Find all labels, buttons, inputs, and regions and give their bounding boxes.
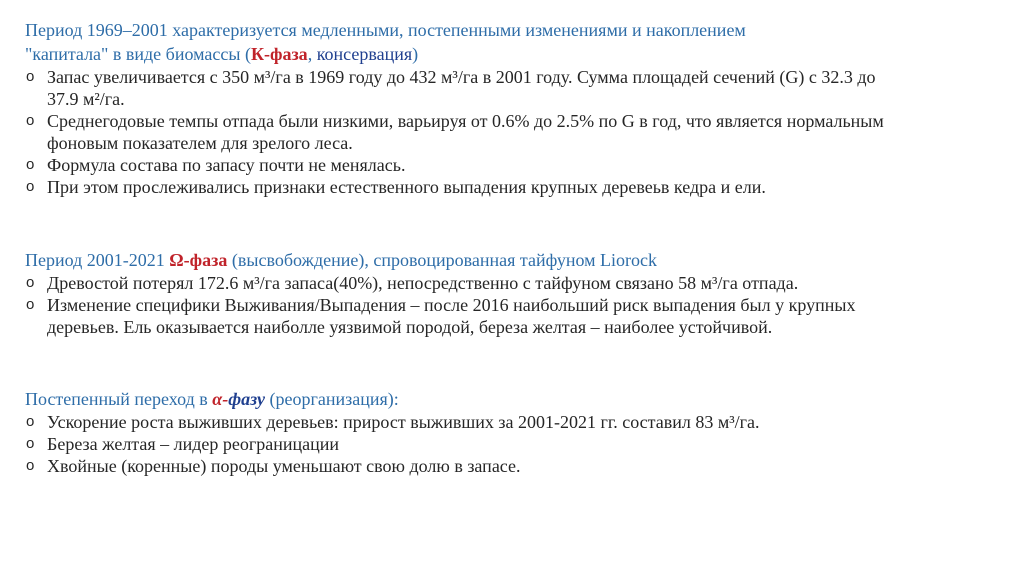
bullet-text: Древостой потерял 172.6 м³/га запаса(40%), непосредственно с тайфуном связано 58 м³/га отпада. [47, 273, 799, 293]
heading-separator: , [307, 44, 317, 64]
list-item [25, 110, 1005, 154]
heading-prefix: Постепенный переход в [25, 389, 213, 409]
list-item [25, 66, 1005, 110]
list-item [25, 433, 1005, 455]
section-heading-omega-phase [25, 248, 1005, 272]
omega-phase-label: Ω-фаза [169, 250, 228, 270]
heading-prefix: Период 2001-2021 [25, 250, 170, 270]
bullet-circle-icon: o [26, 413, 35, 430]
bullet-list-alpha-phase [25, 411, 1005, 477]
section-heading-alpha-phase [25, 387, 1005, 411]
list-item [25, 455, 1005, 477]
heading-line-2: "капитала" в виде биомассы ( [25, 44, 251, 64]
bullet-text: Запас увеличивается с 350 м³/га в 1969 году до 432 м³/га в 2001 году. Сумма площадей сечений (G) с 32.3 до 37.9 м²/га. [47, 67, 876, 109]
bullet-text: Изменение специфики Выживания/Выпадения – после 2016 наибольший риск выпадения был у крупных деревьев. Ель оказывается наиболле уязвимой породой, береза желтая – наиболее устойчивой. [47, 295, 856, 337]
heading-close: ) [412, 44, 419, 64]
bullet-circle-icon: o [26, 178, 35, 195]
section-k-phase [25, 18, 1005, 198]
slide-content [25, 18, 1005, 477]
bullet-circle-icon: o [26, 156, 35, 173]
list-item [25, 272, 1005, 294]
bullet-text: Среднегодовые темпы отпада были низкими, варьируя от 0.6% до 2.5% по G в год, что является нормальным фоновым показателем для зрелого леса. [47, 111, 884, 153]
bullet-text: Береза желтая – лидер реограницации [47, 434, 340, 454]
bullet-text: Формула состава по запасу почти не менялась. [47, 155, 406, 175]
alpha-phase-label: фазу [228, 389, 265, 409]
bullet-text: Хвойные (коренные) породы уменьшают свою долю в запасе. [47, 456, 521, 476]
alpha-symbol: α- [212, 389, 229, 409]
bullet-list-omega-phase [25, 272, 1005, 338]
bullet-circle-icon: o [26, 112, 35, 129]
bullet-circle-icon: o [26, 457, 35, 474]
heading-suffix: (высвобождение), спровоцированная тайфуном Liorock [227, 250, 658, 270]
bullet-text: При этом прослеживались признаки естественного выпадения крупных деревеьв кедра и ели. [47, 177, 766, 197]
list-item [25, 411, 1005, 433]
bullet-circle-icon: o [26, 435, 35, 452]
section-heading-k-phase [25, 18, 1005, 66]
heading-line-1: Период 1969–2001 характеризуется медленными, постепенными изменениями и накоплением [25, 20, 746, 40]
bullet-circle-icon: o [26, 296, 35, 313]
bullet-circle-icon: o [26, 274, 35, 291]
list-item [25, 294, 1005, 338]
list-item [25, 154, 1005, 176]
conservation-term: консервация [316, 44, 413, 64]
bullet-text: Ускорение роста выживших деревьев: прирост выживших за 2001-2021 гг. составил 83 м³/га. [47, 412, 760, 432]
section-omega-phase [25, 248, 1005, 338]
bullet-list-k-phase [25, 66, 1005, 198]
bullet-circle-icon: o [26, 68, 35, 85]
heading-suffix: (реорганизация): [264, 389, 399, 409]
section-alpha-phase [25, 387, 1005, 477]
list-item [25, 176, 1005, 198]
k-phase-label: К-фаза [250, 44, 308, 64]
